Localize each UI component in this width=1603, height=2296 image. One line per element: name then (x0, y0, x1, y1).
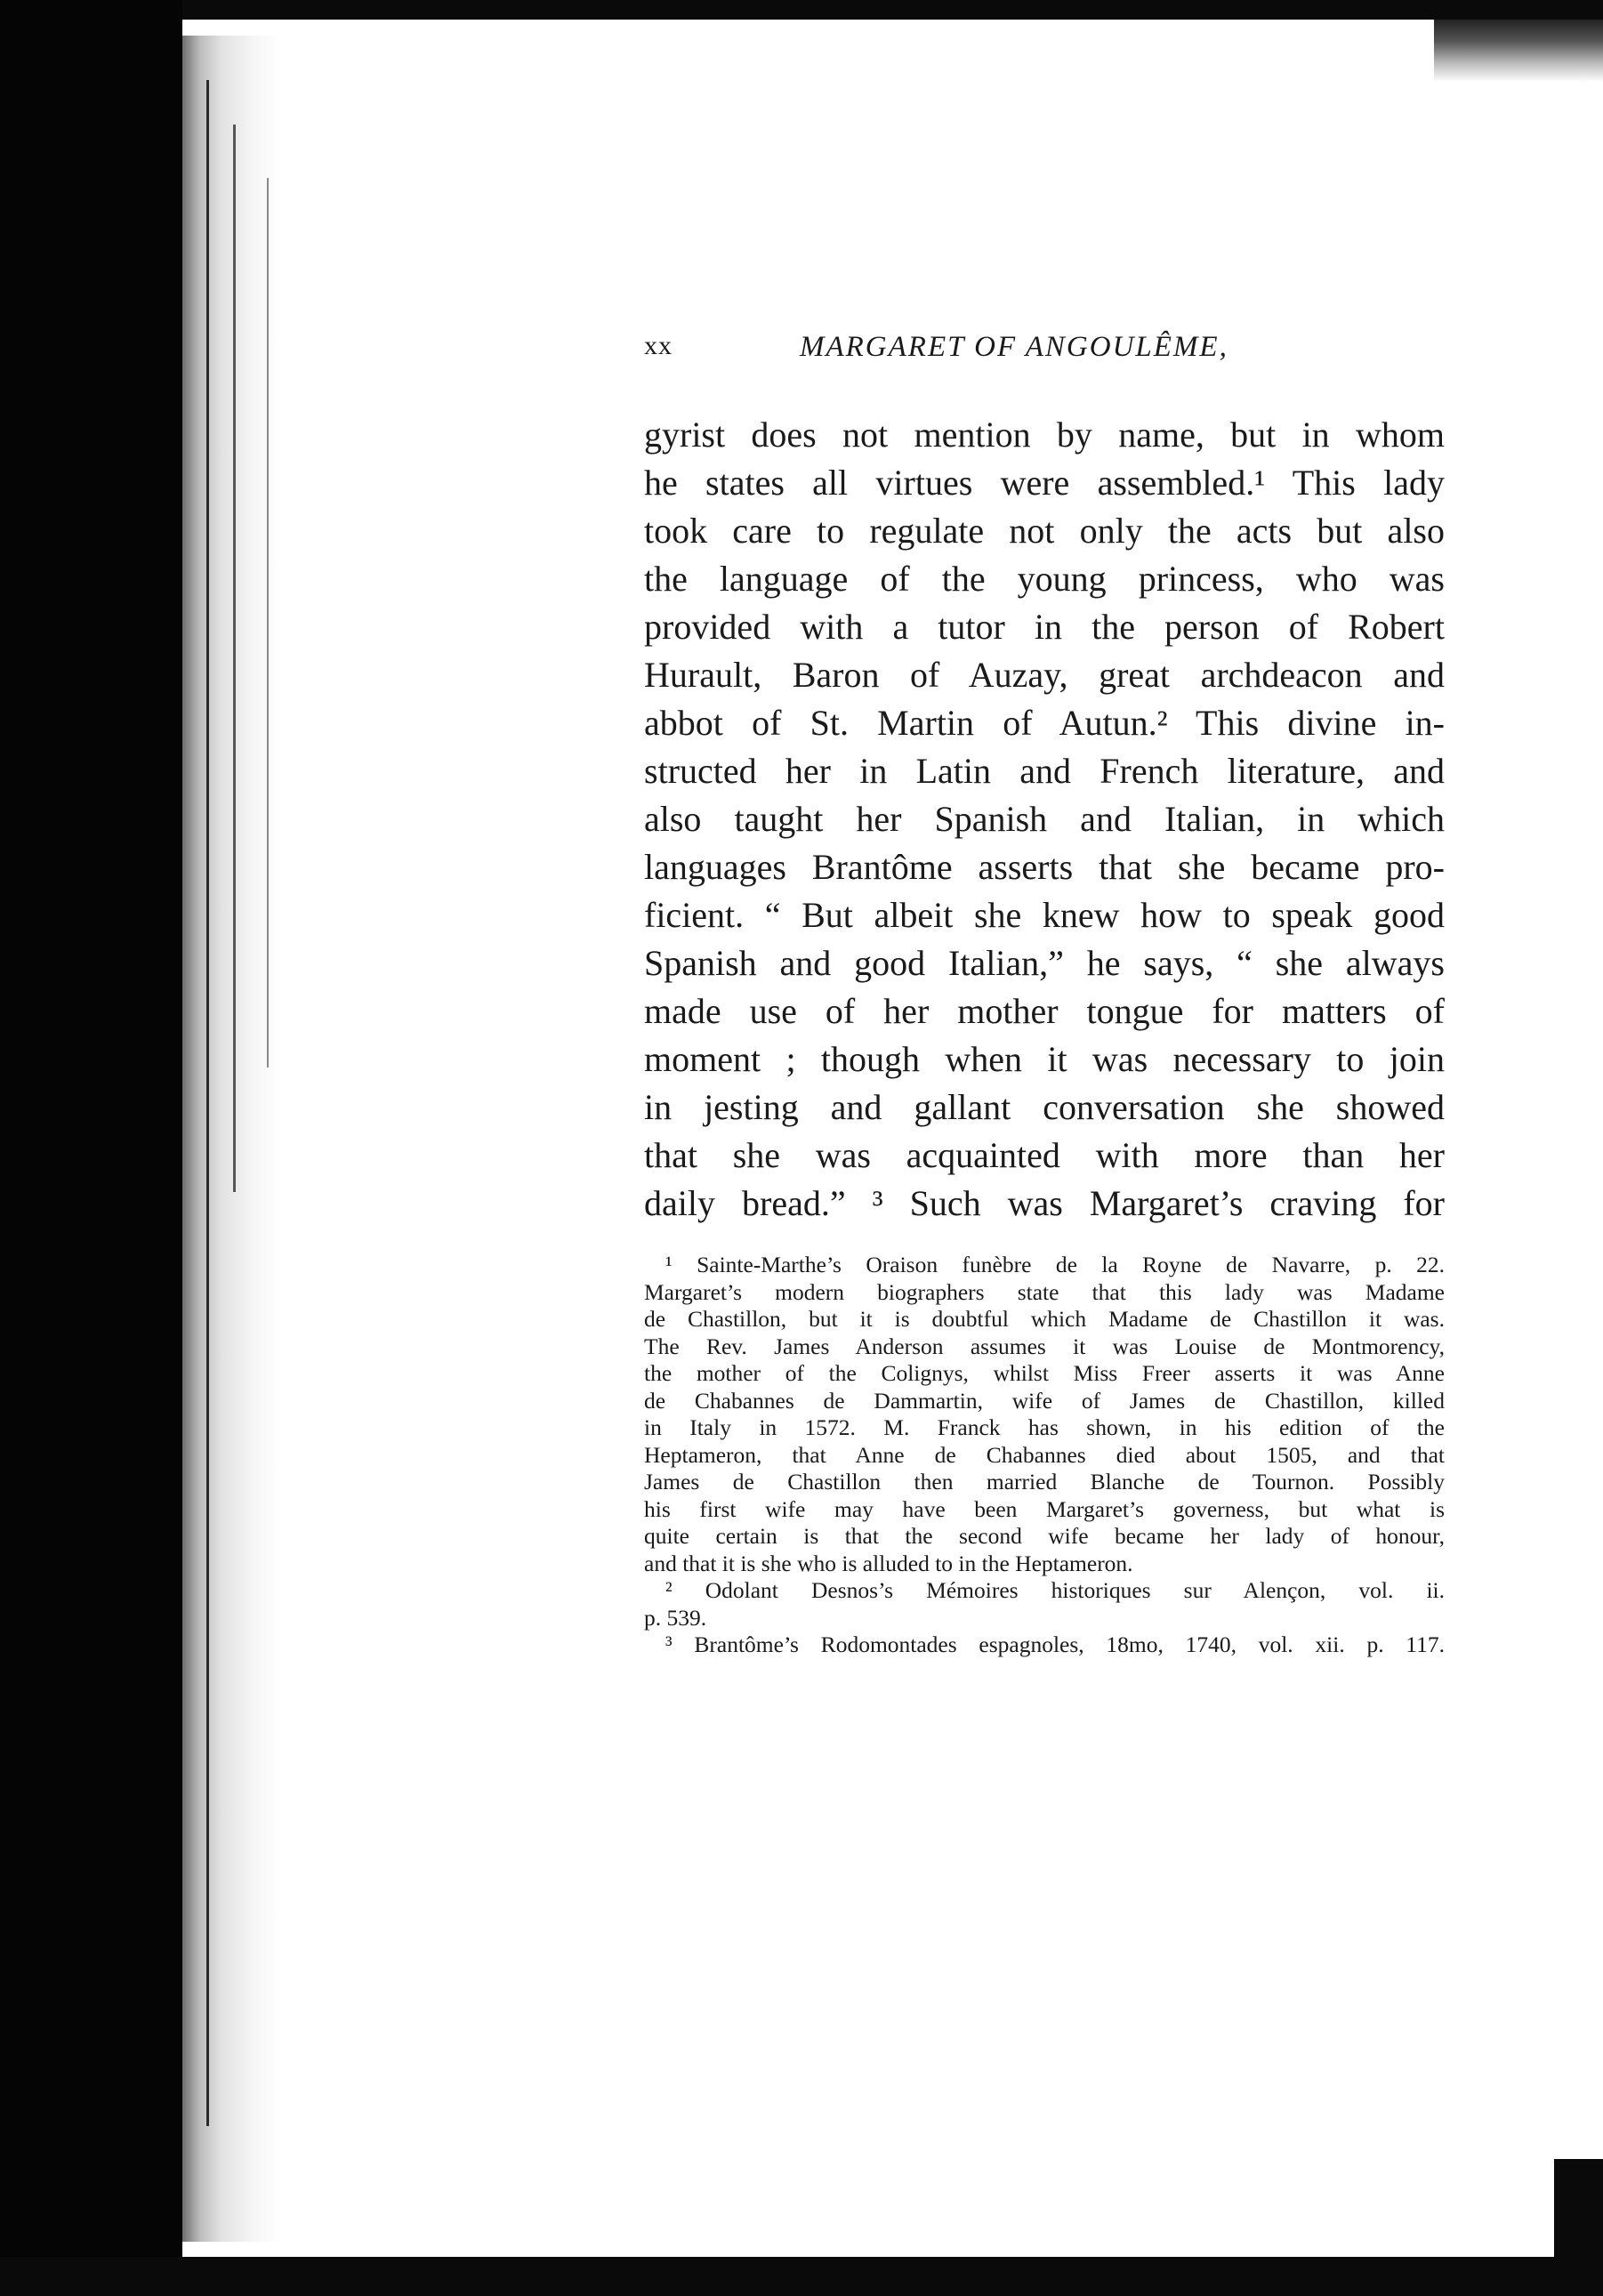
text-line: daily bread.” ³ Such was Margaret’s craving for (644, 1183, 1445, 1223)
text-line: provided with a tutor in the person of Robert (644, 607, 1445, 647)
scan-streak (233, 125, 236, 1192)
text-line: he states all virtues were assembled.¹ This lady (644, 463, 1445, 503)
footnote-2-line: ² Odolant Desnos’s Mémoires historiques sur Alençon, vol. ii. (665, 1577, 1445, 1603)
text-line: the language of the young princess, who was (644, 559, 1445, 599)
text-line: gyrist does not mention by name, but in whom (644, 415, 1445, 455)
text-line: in jesting and gallant conversation she showed (644, 1087, 1445, 1127)
text-line: abbot of St. Martin of Autun.² This divine in- (644, 703, 1445, 743)
text-line: also taught her Spanish and Italian, in which (644, 799, 1445, 839)
scan-corner-bottom-right (1554, 2159, 1603, 2257)
footnote-1-line: the mother of the Colignys, whilst Miss Freer asserts it was Anne (644, 1360, 1445, 1386)
text-line: languages Brantôme asserts that she became pro- (644, 847, 1445, 887)
scan-border-top (0, 0, 1603, 20)
text-line: moment ; though when it was necessary to join (644, 1039, 1445, 1079)
scan-border-left (0, 0, 182, 2296)
footnote-1-line: Margaret’s modern biographers state that this lady was Madame (644, 1278, 1445, 1305)
footnote-1-line: in Italy in 1572. M. Franck has shown, in his edition of the (644, 1414, 1445, 1440)
scan-gutter-shadow (182, 36, 280, 2242)
footnote-1-line: quite certain is that the second wife became her lady of honour, (644, 1523, 1445, 1549)
text-line: that she was acquainted with more than her (644, 1135, 1445, 1175)
text-line: Hurault, Baron of Auzay, great archdeacon and (644, 655, 1445, 695)
footnotes (644, 1252, 1445, 1659)
footnote-3-line: ³ Brantôme’s Rodomontades espagnoles, 18mo, 1740, vol. xii. p. 117. (665, 1631, 1445, 1657)
body-text (644, 411, 1445, 1228)
footnote-1-line: and that it is she who is alluded to in the Heptameron. (644, 1550, 1133, 1576)
scan-shadow-top-right (1434, 20, 1603, 82)
text-line: made use of her mother tongue for matters of (644, 991, 1445, 1031)
running-title: MARGARET OF ANGOULÊME, (800, 331, 1228, 363)
text-line: took care to regulate not only the acts but also (644, 511, 1445, 551)
footnote-1-line: Heptameron, that Anne de Chabannes died about 1505, and that (644, 1441, 1445, 1468)
footnote-1-line: ¹ Sainte-Marthe’s Oraison funèbre de la Royne de Navarre, p. 22. (665, 1252, 1445, 1277)
text-line: ficient. “ But albeit she knew how to speak good (644, 895, 1445, 935)
footnote-1-line: James de Chastillon then married Blanche de Tournon. Possibly (644, 1469, 1445, 1494)
scan-streak (206, 80, 209, 2126)
footnote-1-line: de Chastillon, but it is doubtful which Madame de Chastillon it was. (644, 1306, 1445, 1332)
text-line: Spanish and good Italian,” he says, “ she always (644, 943, 1445, 983)
footnote-1-line: his first wife may have been Margaret’s governess, but what is (644, 1495, 1445, 1522)
scan-streak (267, 178, 269, 1067)
scan-border-bottom (0, 2257, 1603, 2296)
page-number: xx (644, 331, 673, 360)
text-line: structed her in Latin and French literature, and (644, 751, 1445, 791)
footnote-2-line: p. 539. (644, 1604, 707, 1631)
footnote-1-line: de Chabannes de Dammartin, wife of James de Chastillon, killed (644, 1387, 1445, 1414)
footnote-1-line: The Rev. James Anderson assumes it was Louise de Montmorency, (644, 1333, 1445, 1359)
